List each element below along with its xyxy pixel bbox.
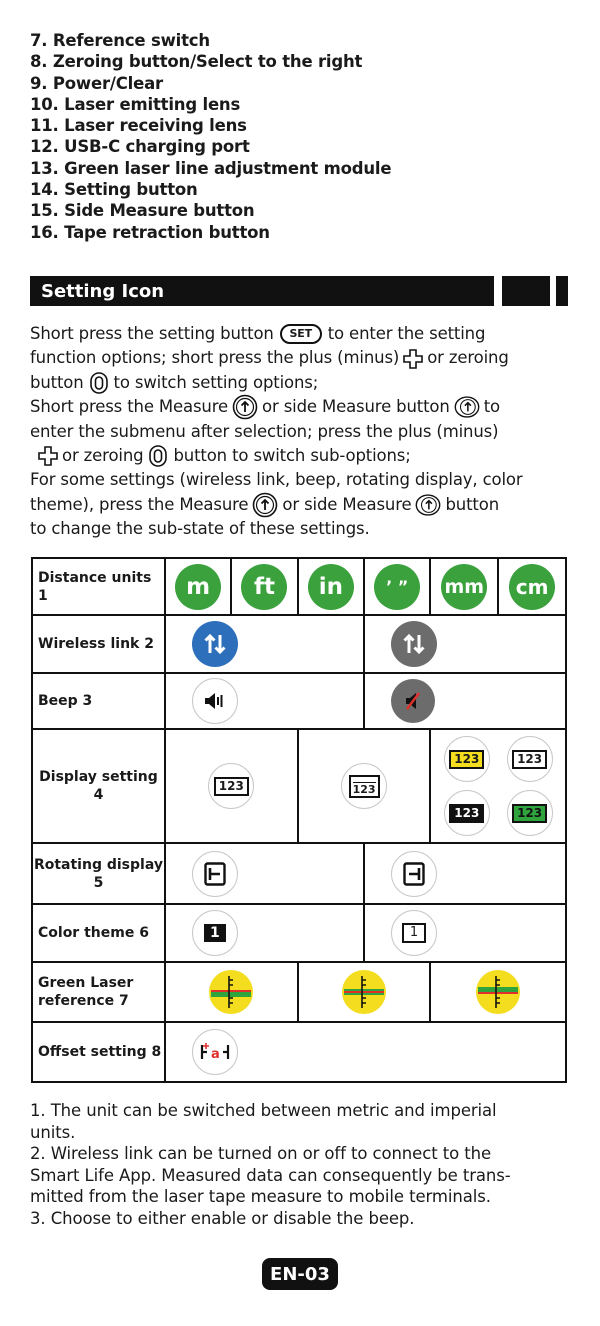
unit-m-icon: m <box>175 564 221 610</box>
parts-item: 9. Power/Clear <box>30 73 163 93</box>
footnote-line: 3. Choose to either enable or disable the beep. <box>30 1208 415 1228</box>
table-row <box>32 729 566 843</box>
parts-item: 15. Side Measure button <box>30 201 255 221</box>
intro-text: to <box>483 397 500 417</box>
intro-text: to switch setting options; <box>113 372 319 392</box>
plus-icon <box>38 446 58 466</box>
measure-icon <box>232 394 258 420</box>
intro-text: theme), press the Measure <box>30 494 249 514</box>
parts-item: 14. Setting button <box>30 180 198 200</box>
display-mode-1-icon: 123 <box>208 763 254 809</box>
unit-cm-icon: cm <box>509 564 555 610</box>
parts-item: 8. Zeroing button/Select to the right <box>30 52 363 72</box>
section-title: Setting Icon <box>41 280 165 302</box>
intro-text: to change the sub-state of these settings. <box>30 519 370 539</box>
side-measure-icon <box>454 394 480 420</box>
row-label: Color theme 6 <box>32 904 165 962</box>
intro-text: or zeroing <box>427 348 509 368</box>
unit-ft-icon: ft <box>241 564 287 610</box>
footnote-line: mitted from the laser tape measure to mobile terminals. <box>30 1187 491 1207</box>
unit-in-icon: in <box>308 564 354 610</box>
intro-text: button <box>445 494 500 514</box>
laser-reference-top-icon <box>209 970 253 1014</box>
set-button-icon: SET <box>280 324 322 344</box>
footnote-line: units. <box>30 1122 76 1142</box>
intro-text: enter the submenu after selection; press the plus (minus) <box>30 421 499 441</box>
svg-text:a: a <box>210 1047 220 1062</box>
section-header-block <box>556 276 568 306</box>
mute-icon <box>391 679 435 723</box>
row-label: Beep 3 <box>32 673 165 729</box>
intro-text: or zeroing <box>62 445 144 465</box>
footnote-line: Smart Life App. Measured data can consequently be trans- <box>30 1165 511 1185</box>
table-row <box>32 615 566 673</box>
footnote-line: 2. Wireless link can be turned on or off to connect to the <box>30 1144 491 1164</box>
display-mode-2-icon: 123 <box>341 763 387 809</box>
display-green-icon: 123 <box>507 790 553 836</box>
zeroing-icon <box>149 445 167 467</box>
parts-item: 13. Green laser line adjustment module <box>30 158 392 178</box>
intro-text: Short press the Measure <box>30 397 229 417</box>
footnote-line: 1. The unit can be switched between metric and imperial <box>30 1101 497 1120</box>
offset-icon <box>192 1029 238 1075</box>
section-header <box>30 276 494 306</box>
table-row <box>32 1022 566 1082</box>
row-label: Wireless link 2 <box>32 615 165 673</box>
plus-icon <box>403 349 423 369</box>
settings-table <box>31 557 567 1083</box>
intro-text: or side Measure button <box>262 397 450 417</box>
parts-list <box>30 30 391 243</box>
laser-reference-middle-icon <box>342 970 386 1014</box>
table-row <box>32 962 566 1022</box>
display-white-icon: 123 <box>507 736 553 782</box>
parts-item: 10. Laser emitting lens <box>30 94 241 114</box>
zeroing-icon <box>90 372 108 394</box>
theme-light-icon: 1 <box>391 910 437 956</box>
unit-mm-icon: mm <box>441 564 487 610</box>
wireless-on-icon <box>192 621 238 667</box>
row-label: Offset setting 8 <box>32 1022 165 1082</box>
wireless-off-icon <box>391 621 437 667</box>
page-number: EN-03 <box>262 1258 338 1290</box>
intro-text: function options; short press the plus (minus) <box>30 348 400 368</box>
intro-text: to enter the setting <box>327 324 486 343</box>
row-label: Rotating display 5 <box>32 843 165 904</box>
side-measure-icon <box>415 492 441 518</box>
display-yellow-icon: 123 <box>444 736 490 782</box>
intro-text: Short press the setting button <box>30 324 274 343</box>
table-row <box>32 673 566 729</box>
theme-dark-icon: 1 <box>192 910 238 956</box>
display-black-icon: 123 <box>444 790 490 836</box>
table-row <box>32 843 566 904</box>
row-label: Display setting 4 <box>32 729 165 843</box>
parts-item: 11. Laser receiving lens <box>30 116 247 136</box>
parts-item: 7. Reference switch <box>30 31 210 50</box>
rotate-right-icon <box>391 851 437 897</box>
unit-feet-inch-icon: ’ ” <box>374 564 420 610</box>
laser-reference-bottom-icon <box>476 970 520 1014</box>
speaker-icon <box>192 678 238 724</box>
row-label: Distance units 1 <box>32 558 165 615</box>
intro-text: or side Measure <box>282 494 412 514</box>
table-row <box>32 558 566 615</box>
intro-paragraph <box>30 322 570 542</box>
measure-icon <box>252 492 278 518</box>
footnotes <box>30 1100 511 1230</box>
section-header-block <box>502 276 550 306</box>
parts-item: 12. USB-C charging port <box>30 137 250 157</box>
parts-item: 16. Tape retraction button <box>30 222 270 242</box>
intro-text: For some settings (wireless link, beep, rotating display, color <box>30 470 523 490</box>
row-label: Green Laser reference 7 <box>32 962 165 1022</box>
intro-text: button <box>30 372 84 392</box>
rotate-left-icon <box>192 851 238 897</box>
table-row <box>32 904 566 962</box>
intro-text: button to switch sub-options; <box>173 445 411 465</box>
